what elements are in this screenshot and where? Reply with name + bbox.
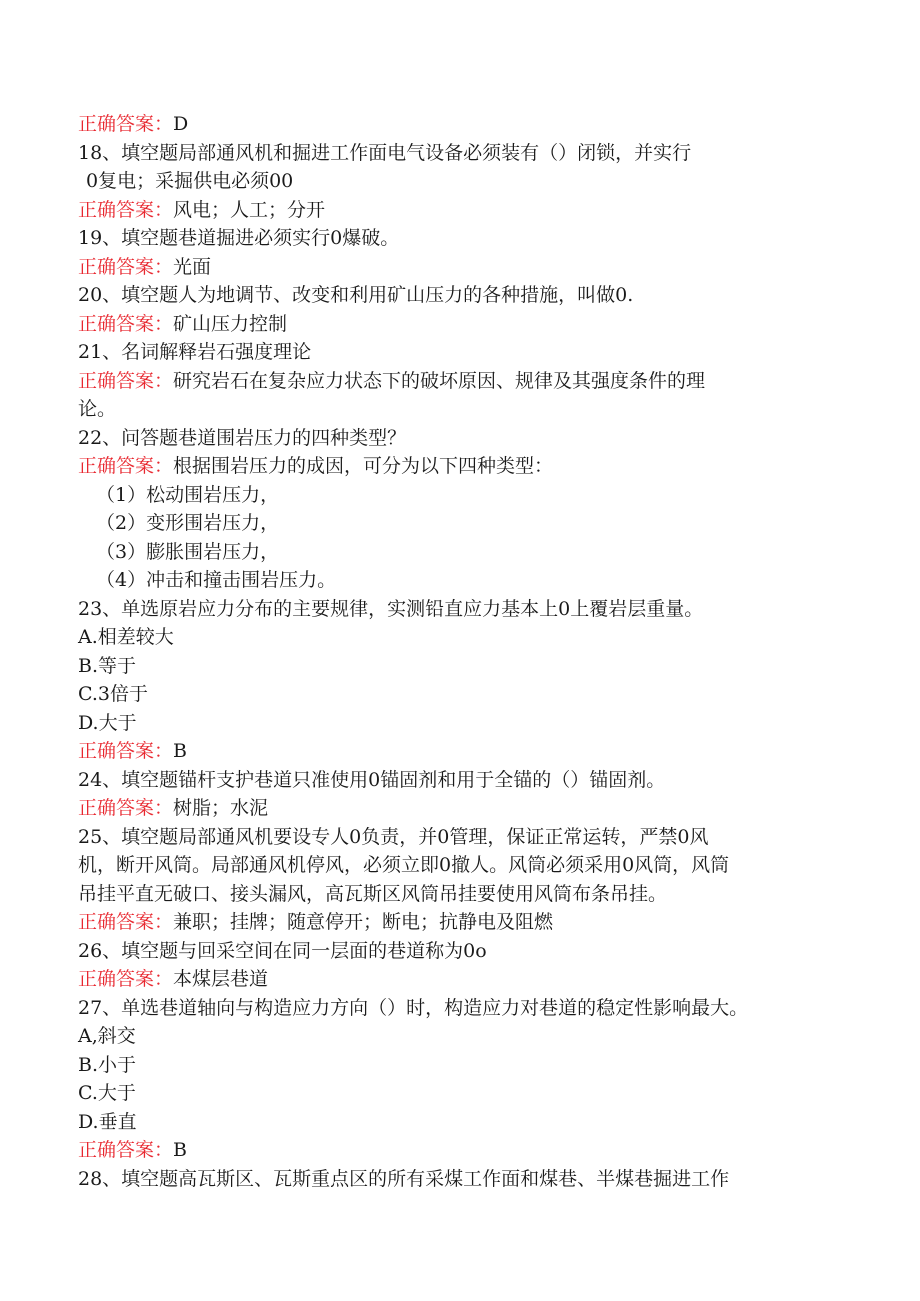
text-line: （1）松动围岩压力， <box>96 483 280 506</box>
text-line: 26、填空题与回采空间在同一层面的巷道称为0o <box>78 939 487 962</box>
answer-line <box>78 198 325 222</box>
text-line: （3）膨胀围岩压力， <box>96 540 280 563</box>
answer-label: 正确答案： <box>78 198 174 221</box>
text-line: 28、填空题高瓦斯区、瓦斯重点区的所有采煤工作面和煤巷、半煤巷掘进工作 <box>78 1167 730 1190</box>
text-line: A.相差较大 <box>78 626 174 648</box>
text-line: C.3倍于 <box>78 683 148 705</box>
text-line: B.小于 <box>78 1053 137 1076</box>
answer-line <box>78 454 553 478</box>
text-line: 19、填空题巷道掘进必须实行0爆破。 <box>78 227 400 249</box>
answer-line <box>78 112 188 136</box>
text-line: （4）冲击和撞击围岩压力。 <box>96 569 337 591</box>
answer-value: B <box>173 1139 187 1161</box>
answer-label: 正确答案： <box>78 1139 174 1161</box>
answer-line <box>78 255 211 279</box>
answer-line <box>78 910 553 934</box>
text-line: （2）变形围岩压力， <box>96 512 280 534</box>
answer-label: 正确答案： <box>78 797 174 819</box>
answer-label: 正确答案： <box>78 255 174 278</box>
text-line: 27、单选巷道轴向与构造应力方向（）时，构造应力对巷道的稳定性影响最大。 <box>78 996 749 1019</box>
answer-label: 正确答案： <box>78 911 174 933</box>
answer-value: 研究岩石在复杂应力状态下的破坏原因、规律及其强度条件的理 <box>173 369 706 392</box>
text-line: 23、单选原岩应力分布的主要规律，实测铅直应力基本上0上覆岩层重量。 <box>78 597 704 620</box>
answer-value: D <box>173 113 189 135</box>
answer-value: 矿山压力控制 <box>173 312 288 335</box>
text-line: 吊挂平直无破口、接头漏风，高瓦斯区风筒吊挂要使用风筒布条吊挂。 <box>78 882 668 905</box>
text-line: C.大于 <box>78 1082 136 1104</box>
answer-line <box>78 967 268 991</box>
answer-value: 兼职；挂牌；随意停开；断电；抗静电及阻燃 <box>173 911 554 933</box>
answer-label: 正确答案： <box>78 312 174 335</box>
text-line: 24、填空题锚杆支护巷道只准使用0锚固剂和用于全锚的（）锚固剂。 <box>78 768 666 791</box>
text-line: 18、填空题局部通风机和掘进工作面电气设备必须装有（）闭锁，并实行 <box>78 141 692 164</box>
text-line: 21、名词解释岩石强度理论 <box>78 341 312 363</box>
text-line: 论。 <box>78 398 117 420</box>
answer-value: 树脂；水泥 <box>173 797 269 819</box>
answer-line <box>78 1138 187 1162</box>
text-line: B.等于 <box>78 654 137 677</box>
text-line: 机，断开风筒。局部通风机停风，必须立即0撤人。风筒必须采用0风筒，风筒 <box>78 854 730 876</box>
answer-line <box>78 796 268 820</box>
answer-label: 正确答案： <box>78 113 174 135</box>
answer-value: 本煤层巷道 <box>173 968 269 990</box>
answer-line <box>78 369 705 393</box>
answer-label: 正确答案： <box>78 740 174 762</box>
answer-label: 正确答案： <box>78 369 174 392</box>
text-line: 25、填空题局部通风机要设专人0负责，并0管理，保证正常运转，严禁0风 <box>78 825 709 848</box>
answer-value: 根据围岩压力的成因，可分为以下四种类型： <box>173 455 554 477</box>
text-line: D.垂直 <box>78 1110 137 1133</box>
text-line: 20、填空题人为地调节、改变和利用矿山压力的各种措施，叫做0. <box>78 284 634 306</box>
answer-value: 光面 <box>173 255 212 278</box>
text-line: A,斜交 <box>78 1025 136 1047</box>
answer-label: 正确答案： <box>78 968 174 990</box>
text-line: 22、问答题巷道围岩压力的四种类型？ <box>78 426 407 449</box>
answer-value: B <box>173 740 187 762</box>
text-line: 0复电；采掘供电必须00 <box>86 170 294 192</box>
answer-value: 风电；人工；分开 <box>173 198 326 221</box>
text-line: D.大于 <box>78 711 137 734</box>
answer-line <box>78 739 187 763</box>
answer-label: 正确答案： <box>78 455 174 477</box>
answer-line <box>78 312 287 336</box>
